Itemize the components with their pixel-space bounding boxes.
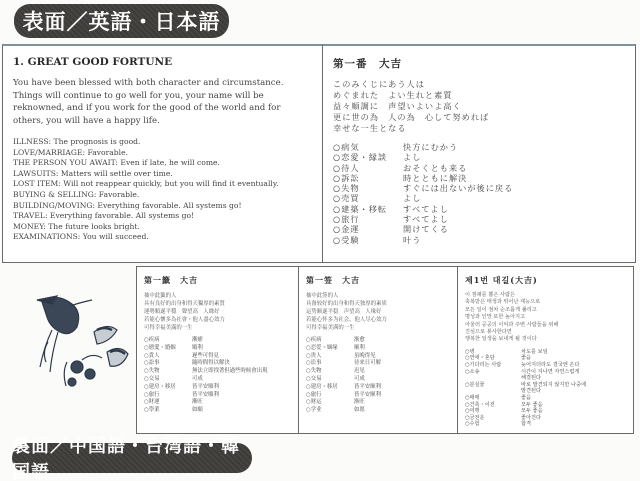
intro-line: 幸せな一生となる: [333, 123, 407, 133]
item-value: 虽晚得见: [354, 352, 376, 359]
list-item: [465, 382, 626, 389]
list-item: [144, 337, 291, 345]
korean-title: 제1번 대길(大吉): [465, 275, 538, 285]
list-item: [144, 345, 291, 353]
list-item: [306, 345, 450, 353]
item-value: 합격: [521, 421, 532, 428]
item-value: 좋음: [521, 355, 532, 362]
item-key: ○貴人: [144, 352, 160, 359]
english-item: THE PERSON YOU AWAIT: Even if late, he will come.: [13, 158, 220, 168]
item-key: ○建房・移居: [306, 383, 338, 390]
item-key: ○学业: [306, 407, 322, 414]
intro-line: 축복받은 태생과 뛰어난 재능으로: [465, 299, 541, 306]
item-value: 皆平安順利: [192, 391, 219, 398]
intro-line: 若能心怀多为社会、他人尽心效力: [306, 317, 387, 323]
item-value: 開けてくる: [403, 224, 449, 235]
item-key: [465, 388, 521, 395]
item-key: ○金運: [333, 224, 360, 235]
japanese-fortune-panel: [322, 44, 636, 263]
item-value: 늦어지더라도 결국엔 온다: [521, 362, 580, 369]
list-item: [333, 193, 625, 203]
intro-line: 모든 일이 점차 순조롭게 풀리고: [465, 306, 537, 313]
item-value: 如願: [192, 407, 203, 414]
english-item: LAWSUITS: Matters will settle over time.: [13, 168, 173, 178]
item-key: ○병: [465, 348, 475, 355]
list-item: [333, 142, 625, 152]
simplified-chinese-fortune-panel: [298, 266, 458, 434]
list-item: [306, 368, 450, 376]
item-key: ○여행: [465, 408, 480, 415]
list-item: [333, 224, 625, 234]
item-value: 快方にむかう: [403, 142, 459, 152]
list-item: [144, 407, 291, 415]
item-key: ○기다리는 사람: [465, 362, 502, 369]
intro-line: 아울러 공공의 이익과 주변 사람들을 위해: [465, 321, 559, 328]
item-value: 시간이 지나면 자연스럽게: [521, 368, 580, 375]
intro-line: 진심으로 봉사한다면: [465, 329, 512, 336]
item-value: 皆平安顺利: [354, 391, 381, 398]
intro-line: 益々順調に 声望いよいよ高く: [333, 101, 462, 111]
list-item: [465, 421, 626, 428]
list-item: [333, 152, 625, 162]
item-value: 時とともに解決: [403, 172, 468, 183]
item-key: ○交易: [144, 375, 160, 382]
item-key: ○연애・혼담: [465, 355, 495, 362]
intro-line: 若能心懷多為社會・他人盡心效力: [144, 317, 225, 323]
item-value: 叶う: [403, 234, 422, 245]
korean-fortune-panel: [457, 266, 634, 434]
intro-line: 행복한 일생을 보내게 될 것이다: [465, 336, 537, 343]
intro-line: 可得幸福美滿的一生: [144, 325, 193, 331]
intro-line: 명성과 인망 또한 높아지고: [465, 314, 526, 321]
item-key: ○訴訟: [333, 172, 360, 183]
item-value: 좋아진다: [521, 414, 542, 421]
item-value: 如愿: [354, 407, 365, 414]
simplified-chinese-intro: [306, 292, 450, 332]
list-item: [465, 362, 626, 369]
list-item: [306, 384, 450, 392]
intro-line: このみくじにあう人は: [333, 79, 425, 89]
english-item: BUYING & SELLING: Favorable.: [13, 189, 140, 199]
japanese-intro: [333, 79, 625, 134]
english-title: 1. GREAT GOOD FORTUNE: [13, 56, 173, 68]
item-key: ○失物: [306, 368, 322, 375]
item-value: 皆平安顺利: [354, 383, 381, 390]
intro-line: 具有良好的出身和得天獨厚的素質: [144, 301, 225, 307]
item-key: ○失物: [333, 183, 360, 194]
item-key: ○讼事: [306, 360, 322, 367]
item-key: ○건축・이전: [465, 401, 495, 408]
intro-line: 具备较好的出身和得天独厚的素质: [306, 301, 387, 307]
intro-line: 運勢順遂平穩 聲望高 人緣好: [144, 309, 220, 315]
item-key: ○금전운: [465, 414, 485, 421]
english-item: LOVE/MARRIAGE: Favorable.: [13, 147, 128, 157]
list-item: [465, 402, 626, 409]
item-key: ○旅行: [306, 391, 322, 398]
item-value: 迟见: [354, 368, 365, 375]
item-value: 遲些可得見: [192, 352, 219, 359]
intro-line: 抽中此签的人: [306, 293, 339, 299]
item-key: ○失物: [144, 368, 160, 375]
item-key: ○분실물: [465, 381, 485, 388]
list-item: [306, 399, 450, 407]
item-key: ○매매: [465, 395, 480, 401]
list-item: [333, 163, 625, 173]
list-item: [465, 395, 626, 402]
item-value: 발견된다: [521, 388, 542, 395]
item-value: 차도를 보임: [521, 348, 548, 355]
list-item: [333, 204, 625, 214]
list-item: [465, 388, 626, 395]
list-item: [306, 337, 450, 345]
korean-intro: [465, 292, 626, 344]
list-item: [306, 360, 450, 368]
list-item: [306, 376, 450, 384]
item-value: おそくとも来る: [403, 162, 468, 173]
item-value: 漸旺: [192, 399, 203, 406]
item-value: よし: [403, 152, 422, 163]
traditional-chinese-intro: [144, 292, 291, 332]
item-key: ○受験: [333, 234, 360, 245]
list-item: [144, 399, 291, 407]
item-value: 待来日可解: [354, 360, 381, 367]
item-value: 無法立即找著但過些時候會出現: [192, 368, 268, 375]
item-key: ○恋愛・縁談: [333, 152, 388, 163]
item-key: ○恋爱・姻缘: [306, 344, 338, 351]
item-key: ○病気: [333, 142, 360, 152]
item-value: 해결된다: [521, 375, 542, 382]
item-value: よし: [403, 193, 422, 204]
item-value: すべてよし: [403, 203, 449, 214]
bird-and-flowers-illustration: [22, 282, 132, 392]
japanese-list: [333, 142, 625, 245]
item-key: ○売買: [333, 193, 360, 204]
item-key: ○建房・移居: [144, 383, 176, 390]
item-value: 順利: [192, 344, 203, 351]
japanese-title: 第一番 大吉: [333, 58, 402, 70]
intro-line: 可得幸福美满的一生: [306, 325, 355, 331]
item-value: 바로 발견되지 않지만 나중에: [521, 381, 587, 388]
item-value: 皆平安順利: [192, 383, 219, 390]
traditional-chinese-fortune-panel: [136, 266, 299, 434]
list-item: [333, 214, 625, 224]
item-key: ○財運: [144, 399, 160, 406]
intro-line: めぐまれた よい生れと素質: [333, 90, 453, 100]
item-key: ○贵人: [306, 352, 322, 359]
traditional-chinese-title: 第一籤 大吉: [144, 275, 198, 285]
korean-list: [465, 349, 626, 428]
item-value: 可成: [192, 375, 203, 382]
list-item: [333, 235, 625, 245]
list-item: [306, 392, 450, 400]
back-side-header: 裏面／中国語・台湾語・韓国語: [12, 443, 252, 473]
item-key: ○交易: [306, 375, 322, 382]
front-side-header: 表面／英語・日本語: [14, 4, 229, 38]
item-key: ○수험: [465, 421, 480, 428]
item-key: ○소송: [465, 368, 480, 375]
intro-line: 运势顺遂平稳 声望高 人缘好: [306, 309, 382, 315]
item-value: 渐愈: [354, 337, 365, 343]
list-item: [306, 407, 450, 415]
english-fortune-panel: [2, 44, 323, 263]
list-item: [333, 173, 625, 183]
list-item: [465, 369, 626, 376]
item-value: すぐには出ないが後に戻る: [403, 183, 514, 194]
item-value: 좋음: [521, 395, 532, 401]
english-item: LOST ITEM: Will not reappear quickly, but you will find it eventually.: [13, 179, 279, 189]
english-item: ILLNESS: The prognosis is good.: [13, 137, 141, 146]
item-key: ○戀愛・婚姻: [144, 344, 176, 351]
item-key: ○财运: [306, 399, 322, 406]
english-intro: You have been blessed with both character and circumstance. Things will continue to go well for you, your name will be reknowned, and if you work for the good of the world and for others, you will have a happy life.: [13, 78, 284, 126]
english-item: BUILDING/MOVING: Everything favorable. All systems go!: [13, 200, 242, 210]
list-item: [465, 375, 626, 382]
item-key: [465, 375, 521, 382]
list-item: [144, 368, 291, 376]
item-key: ○旅行: [333, 214, 360, 225]
list-item: [333, 183, 625, 193]
item-value: 모두 좋음: [521, 401, 543, 408]
item-value: 顺利: [354, 344, 365, 351]
english-list: [13, 137, 312, 243]
item-value: 渐旺: [354, 399, 365, 406]
intro-line: 更に世の為 人の為 心して努めれば: [333, 112, 490, 122]
english-item: EXAMINATIONS: You will succeed.: [13, 232, 149, 242]
list-item: [144, 376, 291, 384]
english-item: MONEY: The future looks bright.: [13, 221, 140, 231]
item-value: 隨時間得以解決: [192, 360, 230, 367]
item-key: ○待人: [333, 162, 360, 173]
item-value: 漸癒: [192, 337, 203, 343]
item-key: ○學業: [144, 407, 160, 414]
item-key: ○建築・移転: [333, 203, 388, 214]
item-value: 모두 좋음: [521, 408, 543, 415]
item-value: 可成: [354, 375, 365, 382]
intro-line: 抽中此籤的人: [144, 293, 177, 299]
item-value: すべてよし: [403, 214, 449, 225]
simplified-chinese-title: 第一签 大吉: [306, 275, 360, 285]
item-key: ○疾病: [306, 337, 322, 343]
traditional-chinese-list: [144, 337, 291, 415]
item-key: ○訟事: [144, 360, 160, 367]
intro-line: 이 점괘를 뽑은 사람은: [465, 292, 516, 298]
list-item: [465, 415, 626, 422]
list-item: [144, 384, 291, 392]
list-item: [144, 392, 291, 400]
item-key: ○疾病: [144, 337, 160, 343]
item-key: ○旅行: [144, 391, 160, 398]
english-item: TRAVEL: Everything favorable. All systems go!: [13, 211, 195, 221]
simplified-chinese-list: [306, 337, 450, 415]
list-item: [465, 408, 626, 415]
